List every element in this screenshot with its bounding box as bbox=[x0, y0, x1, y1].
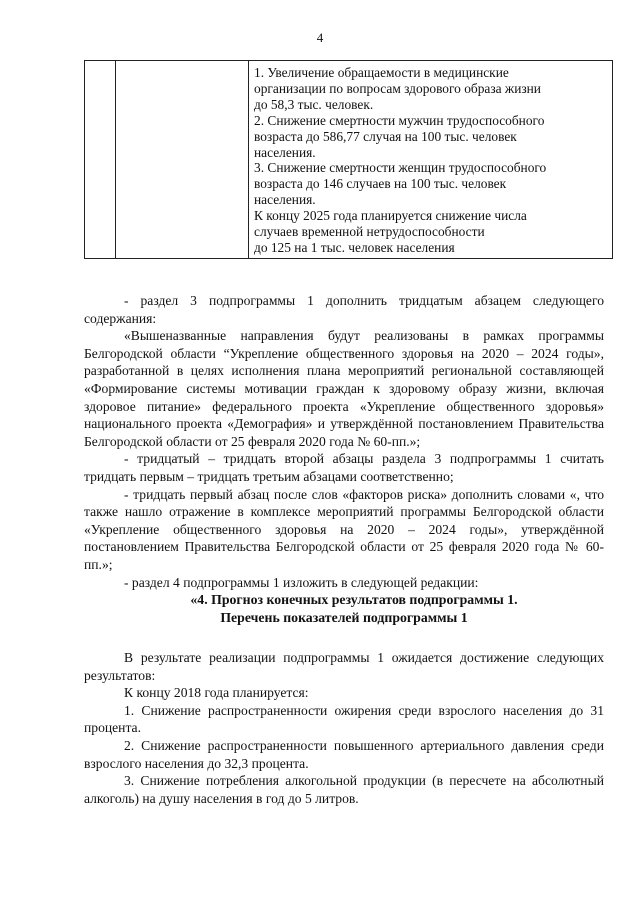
cell-line: организации по вопросам здорового образа жизни bbox=[254, 80, 541, 96]
section-subheading: Перечень показателей подпрограммы 1 bbox=[220, 610, 468, 626]
result-item: 1. Снижение распространенности ожирения среди взрослого населения до 31 процента. bbox=[84, 702, 604, 736]
table-cell-results bbox=[249, 61, 613, 259]
cell-line: возраста до 146 случаев на 100 тыс. человек bbox=[254, 176, 507, 192]
section-heading: «4. Прогноз конечных результатов подпрограммы 1. bbox=[190, 592, 518, 608]
cell-line: возраста до 586,77 случая на 100 тыс. человек bbox=[254, 128, 517, 144]
table-cell-name bbox=[116, 61, 249, 259]
cell-line: К концу 2025 года планируется снижение числа bbox=[254, 208, 527, 224]
page-number: 4 bbox=[316, 30, 324, 45]
table-cell-number bbox=[85, 61, 116, 259]
cell-line: 2. Снижение смертности мужчин трудоспособного bbox=[254, 112, 545, 128]
document-body bbox=[84, 292, 604, 807]
continued-table bbox=[84, 60, 613, 259]
cell-line: населения. bbox=[254, 192, 316, 208]
result-item: 2. Снижение распространенности повышенного артериального давления среди взрослого населения до 32,3 процента. bbox=[84, 738, 604, 771]
amendment-paragraph: - тридцать первый абзац после слов «факторов риска» дополнить словами «, что также нашло отражение в комплексе мероприятий программы Белгородской области «Укрепление общественного здоровья на 2020 – 2024 годы», утверждённой постановлением Правительства Белгородской области от 25 февраля 2020 года № 60-пп.»; bbox=[84, 486, 604, 572]
cell-line: случаев временной нетрудоспособности bbox=[254, 224, 485, 240]
cell-line: 3. Снижение смертности женщин трудоспособного bbox=[254, 160, 547, 176]
result-item: 3. Снижение потребления алкогольной продукции (в пересчете на абсолютный алкоголь) на душу населения в год до 5 литров. bbox=[84, 773, 604, 806]
table-row bbox=[85, 61, 613, 259]
results-period: К концу 2018 года планируется: bbox=[124, 685, 309, 701]
amendment-paragraph: - раздел 3 подпрограммы 1 дополнить тридцатым абзацем следующего содержания: bbox=[84, 293, 604, 326]
quoted-paragraph: «Вышеназванные направления будут реализованы в рамках программы Белгородской области “Укрепление общественного здоровья на 2020 – 2024 годы», разработанной в целях исполнения плана мероприятий региональной составляющей «Формирование системы мотивации граждан к здоровому образу жизни, включая здоровое питание» федерального проекта «Укрепление общественного здоровья» национального проекта «Демография» и утверждённой постановлением Правительства Белгородской области от 25 февраля 2020 года № 60-пп.»; bbox=[84, 328, 604, 449]
cell-line: до 58,3 тыс. человек. bbox=[254, 96, 374, 112]
cell-line: 1. Увеличение обращаемости в медицинские bbox=[254, 65, 509, 80]
results-intro: В результате реализации подпрограммы 1 ожидается достижение следующих результатов: bbox=[84, 650, 604, 683]
cell-line: до 125 на 1 тыс. человек населения bbox=[254, 239, 455, 255]
cell-line: населения. bbox=[254, 144, 316, 160]
amendment-paragraph: - раздел 4 подпрограммы 1 изложить в следующей редакции: bbox=[124, 574, 479, 590]
amendment-paragraph: - тридцатый – тридцать второй абзацы раздела 3 подпрограммы 1 считать тридцать первым – тридцать третьим абзацами соответственно; bbox=[84, 451, 604, 484]
